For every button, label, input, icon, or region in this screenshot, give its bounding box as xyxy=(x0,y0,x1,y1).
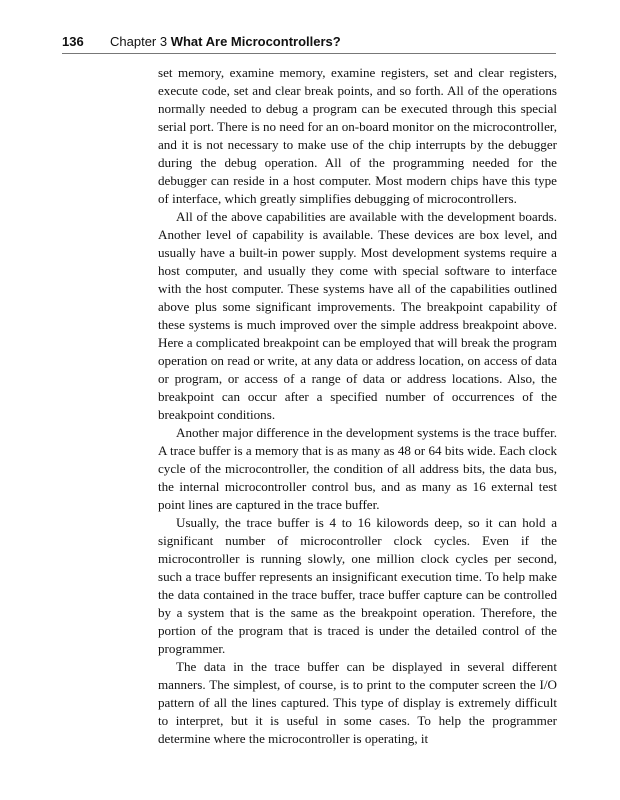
header-rule xyxy=(62,53,556,54)
paragraph: Usually, the trace buffer is 4 to 16 kilowords deep, so it can hold a significant number of microcontroller clock cycles. Even if the microcontroller is running slowly, one million clock cycles per second, such a trace buffer represents an insignificant execution time. To help make the data contained in the trace buffer, trace buffer capture can be controlled by a system that is the same as the breakpoint operation. Therefore, the portion of the program that is traced is under the detailed control of the programmer. xyxy=(158,515,557,656)
paragraph: set memory, examine memory, examine registers, set and clear registers, execute code, set and clear break points, and so forth. All of the operations normally needed to debug a program can be executed through this special serial port. There is no need for an on-board monitor on the microcontroller, and it is not necessary to make use of the chip interrupts by the debugger during the debug operation. All of the programming needed for the debugger can reside in a host computer. Most modern chips have this type of interface, which greatly simplifies debugging of microcontrollers. xyxy=(158,65,557,206)
paragraph: The data in the trace buffer can be displayed in several different manners. The simplest, of course, is to print to the computer screen the I/O pattern of all the lines captured. This type of display is extremely difficult to interpret, but it is useful in some cases. To help the programmer determine where the microcontroller is operating, it xyxy=(158,659,557,746)
body-text xyxy=(158,64,557,748)
chapter-label: Chapter 3 xyxy=(110,34,168,49)
paragraph: Another major difference in the development systems is the trace buffer. A trace buffer is a memory that is as many as 48 or 64 bits wide. Each clock cycle of the microcontroller, the condition of all address bits, the data bus, the internal microcontroller control bus, and as many as 16 external test point lines are captured in the trace buffer. xyxy=(158,425,557,512)
paragraph: All of the above capabilities are available with the development boards. Another level of capability is available. These devices are box level, and usually have a built-in power supply. Most development systems require a host computer, and usually they come with special software to interface with the host computer. These systems have all of the capabilities outlined above plus some significant improvements. The breakpoint capability of these systems is much improved over the simple address breakpoint above. Here a complicated breakpoint can be employed that will break the program operation on read or write, at any data or address location, on access of data or program, or access of a range of data or address locations. Also, the breakpoint can occur after a specified number of occurrences of the breakpoint conditions. xyxy=(158,209,557,422)
page-number: 136 xyxy=(62,34,84,49)
running-header xyxy=(62,34,556,52)
chapter-title: What Are Microcontrollers? xyxy=(170,34,341,49)
